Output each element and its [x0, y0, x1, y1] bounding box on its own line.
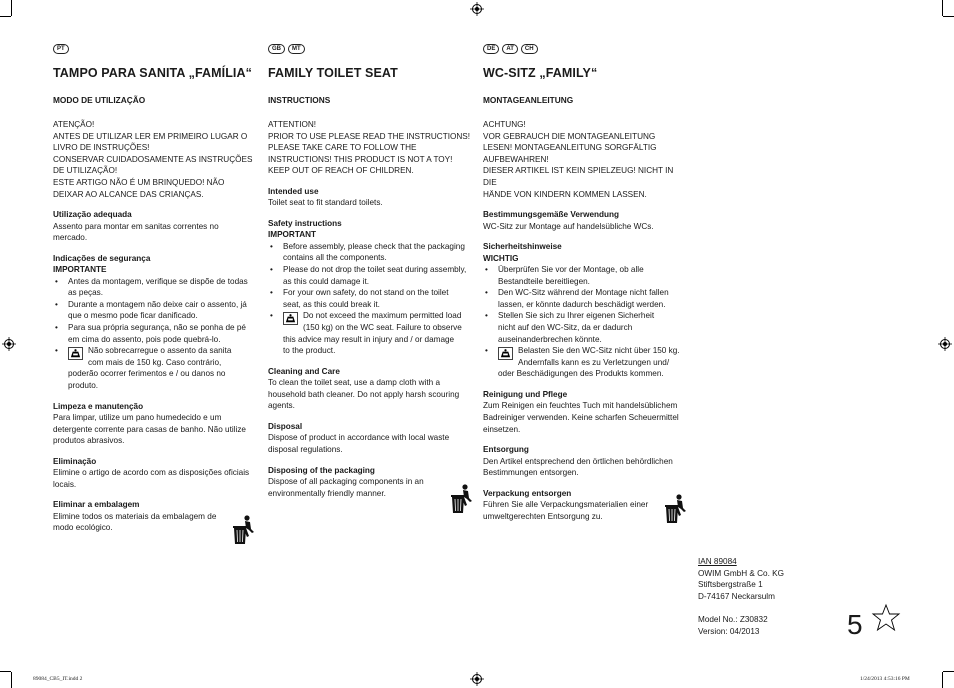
text-line: auseinanderbrechen könnte. [498, 334, 602, 344]
product-title: TAMPO PARA SANITA „FAMÍLIA“ [53, 66, 252, 80]
registration-mark-icon [470, 672, 484, 686]
text-line: nicht auf den WC-Sitz, da er dadurch [498, 322, 633, 332]
text-line: • Belasten Sie den WC-Sitz nicht über 150 kg. [518, 346, 680, 356]
text-line: einsetzen. [483, 424, 521, 434]
crop-mark [0, 671, 11, 672]
safety-subheading: WICHTIG [483, 253, 519, 263]
language-badges [483, 44, 687, 54]
text-line: environmentally friendly manner. [268, 488, 386, 498]
text-line: DIESER ARTIKEL IST KEIN SPIELZEUG! NICHT IN DIE [483, 166, 674, 187]
safety-list [483, 264, 687, 380]
intended-use-text [53, 221, 258, 244]
registration-mark-icon [470, 2, 484, 16]
text-line: DEIXAR AO ALCANCE DAS CRIANÇAS. [53, 189, 204, 199]
language-badge: MT [288, 44, 305, 54]
safety-heading-text: Safety instructions [268, 218, 342, 228]
trash-bin-icon [664, 493, 688, 525]
crop-mark [0, 16, 11, 17]
text-line: • Não sobrecarregue o assento da sanita [88, 346, 232, 356]
text-line: Dispose of product in accordance with local waste [268, 433, 450, 443]
text-line: • Den WC-Sitz während der Montage nicht fallen [498, 288, 669, 298]
crop-mark [942, 0, 943, 16]
text-line: Führen Sie alle Verpackungsmaterialien einer [483, 500, 649, 510]
list-item [53, 322, 258, 345]
safety-heading [483, 241, 687, 264]
text-line: contains all the components. [283, 253, 387, 263]
safety-subheading: IMPORTANTE [53, 265, 107, 275]
text-line: ANTES DE UTILIZAR LER EM PRIMEIRO LUGAR O [53, 131, 248, 141]
text-line: Assento para montar em sanitas correntes no [53, 221, 219, 231]
text-line: (150 kg) on the WC seat. Failure to observe [303, 322, 462, 332]
text-line: HÄNDE VON KINDERN KOMMEN LASSEN. [483, 189, 647, 199]
language-badge: AT [502, 44, 518, 54]
text-line: • Please do not drop the toilet seat during assembly, [283, 264, 467, 274]
text-line: DE UTILIZAÇÃO! [53, 166, 118, 176]
column-english [268, 44, 475, 499]
trash-bin-icon [450, 483, 474, 515]
crop-mark [11, 672, 12, 688]
registration-mark-icon [2, 337, 16, 351]
disposal-heading: Eliminação [53, 456, 97, 466]
text-line: Elimine o artigo de acordo com as disposições oficiais [53, 468, 250, 478]
list-item [268, 264, 475, 287]
safety-heading-text: Indicações de segurança [53, 253, 151, 263]
intended-use-text [483, 221, 687, 233]
footer-timestamp: 1/24/2013 4:53:16 PM [860, 676, 910, 682]
text-line: agents. [268, 401, 295, 411]
city: D-74167 Neckarsulm [698, 591, 775, 601]
text-line: KEEP OUT OF REACH OF CHILDREN. [268, 166, 414, 176]
packaging-heading: Eliminar a embalagem [53, 500, 140, 510]
intended-use-text [268, 197, 475, 209]
text-line: poderão ocorrer ferimentos e / ou danos no [68, 369, 226, 379]
packaging-text [268, 476, 475, 499]
text-line: WC-Sitz zur Montage auf handelsübliche WCs. [483, 221, 654, 231]
safety-heading [268, 218, 475, 241]
text-line: • Überprüfen Sie vor der Montage, ob alle [498, 264, 644, 274]
disposal-heading: Disposal [268, 421, 303, 431]
text-line: lassen, er könnte dadurch beschädigt werden. [498, 299, 666, 309]
street: Stiftsbergstraße 1 [698, 580, 763, 590]
safety-heading-text: Sicherheitshinweise [483, 242, 562, 252]
section-title: INSTRUCTIONS [268, 95, 331, 105]
list-item [53, 299, 258, 322]
packaging-text [53, 511, 258, 534]
warning-text [268, 119, 475, 177]
text-line: LESEN! MONTAGEANLEITUNG SORGFÄLTIG [483, 143, 657, 153]
text-line: AUFBEWAHREN! [483, 154, 549, 164]
page-number: 5 [847, 609, 863, 640]
crop-mark [11, 0, 12, 16]
safety-list [268, 241, 475, 357]
column-portuguese [53, 44, 258, 534]
text-line: Toilet seat to fit standard toilets. [268, 198, 383, 208]
text-line: • Stellen Sie sich zu Ihrer eigenen Sicherheit [498, 311, 655, 321]
text-line: • Para sua própria segurança, não se ponha de pé [68, 322, 246, 332]
weight-warning-icon [498, 347, 513, 360]
crop-mark [943, 16, 954, 17]
text-line: this advice may result in injury and / or damage [283, 334, 455, 344]
language-badge: PT [53, 44, 69, 54]
cleaning-heading: Reinigung und Pflege [483, 389, 568, 399]
text-line: Dispose of all packaging components in an [268, 476, 424, 486]
text-line: • Do not exceed the maximum permitted load [303, 311, 462, 321]
text-line: modo ecológico. [53, 523, 113, 533]
language-badges [53, 44, 258, 54]
text-line: ATENÇÃO! [53, 120, 95, 129]
text-line: PLEASE TAKE CARE TO FOLLOW THE [268, 143, 417, 153]
list-item-load-warning [53, 345, 258, 391]
text-line: • Durante a montagem não deixe cair o assento, já [68, 299, 247, 309]
cleaning-heading: Cleaning and Care [268, 366, 340, 376]
text-line: LIVRO DE INSTRUÇÕES! [53, 143, 150, 153]
text-line: em cima do assento, pois pode quebrá-lo. [68, 334, 221, 344]
text-line: ESTE ARTIGO NÃO É UM BRINQUEDO! NÃO [53, 177, 225, 187]
text-line: as peças. [68, 288, 104, 298]
list-item [483, 287, 687, 310]
text-line: as this could damage it. [283, 276, 370, 286]
list-item-load-warning [483, 345, 687, 380]
disposal-text [483, 456, 687, 479]
text-line: produtos abrasivos. [53, 436, 125, 446]
text-line: VOR GEBRAUCH DIE MONTAGEANLEITUNG [483, 131, 656, 141]
text-line: umweltgerechten Entsorgung zu. [483, 511, 603, 521]
language-badge: DE [483, 44, 499, 54]
product-title: WC-SITZ „FAMILY“ [483, 66, 598, 80]
star-icon [870, 603, 902, 635]
text-line: Zum Reinigen ein feuchtes Tuch mit handelsüblichem [483, 401, 678, 411]
column-german [483, 44, 687, 522]
text-line: Den Artikel entsprechend den örtlichen behördlichen [483, 456, 673, 466]
company-name: OWIM GmbH & Co. KG [698, 568, 784, 578]
text-line: ATTENTION! [268, 120, 317, 129]
list-item [268, 241, 475, 264]
text-line: oder Beschädigungen des Produkts kommen. [498, 369, 664, 379]
text-line: • Antes da montagem, verifique se dispõe de todas [68, 276, 248, 286]
disposal-text [53, 467, 258, 490]
section-title: MODO DE UTILIZAÇÃO [53, 95, 146, 105]
cleaning-text [53, 412, 258, 447]
list-item [53, 276, 258, 299]
text-line: produto. [68, 380, 99, 390]
text-line: Bestandteile bereitliegen. [498, 276, 590, 286]
disposal-text [268, 432, 475, 455]
list-item [268, 287, 475, 310]
language-badge: GB [268, 44, 285, 54]
text-line: detergente corrente para casas de banho. Não utilize [53, 424, 246, 434]
model-number: Model No.: Z30832 [698, 615, 768, 624]
footer-file: 89084_CB5_IT.indd 2 [33, 676, 83, 682]
text-line: Andernfalls kann es zu Verletzungen und/ [518, 357, 670, 367]
text-line: com mais de 150 kg. Caso contrário, [88, 357, 222, 367]
text-line: ACHTUNG! [483, 120, 526, 129]
safety-subheading: IMPORTANT [268, 230, 317, 240]
list-item [483, 310, 687, 345]
section-title: MONTAGEANLEITUNG [483, 95, 574, 105]
text-line: Elimine todos os materiais da embalagem de [53, 511, 217, 521]
text-line: Bestimmungen entsorgen. [483, 468, 579, 478]
list-item-load-warning [268, 310, 475, 356]
text-line: • For your own safety, do not stand on the toilet [283, 288, 449, 298]
cleaning-text [483, 400, 687, 435]
weight-warning-icon [283, 312, 298, 325]
packaging-text [483, 499, 687, 522]
safety-heading [53, 253, 258, 276]
language-badges [268, 44, 475, 54]
text-line: seat, as this could break it. [283, 299, 380, 309]
text-line: disposal regulations. [268, 444, 343, 454]
text-line: household bath cleaner. Do not apply harsh scouring [268, 389, 460, 399]
manufacturer-address [698, 556, 784, 602]
model-info [698, 614, 768, 637]
text-line: que o mesmo pode ficar danificado. [68, 311, 198, 321]
ian-number: IAN 89084 [698, 557, 737, 566]
text-line: PRIOR TO USE PLEASE READ THE INSTRUCTIONS! [268, 131, 471, 141]
language-badge: CH [521, 44, 538, 54]
disposal-heading: Entsorgung [483, 445, 529, 455]
text-line: INSTRUCTIONS! THIS PRODUCT IS NOT A TOY! [268, 154, 453, 164]
text-line: mercado. [53, 233, 88, 243]
intended-use-heading: Intended use [268, 186, 319, 196]
version: Version: 04/2013 [698, 626, 760, 636]
warning-text [53, 119, 258, 200]
text-line: Para limpar, utilize um pano humedecido e um [53, 412, 222, 422]
crop-mark [943, 671, 954, 672]
weight-warning-icon [68, 347, 83, 360]
cleaning-text [268, 377, 475, 412]
intended-use-heading: Utilização adequada [53, 210, 132, 220]
warning-text [483, 119, 687, 200]
trash-bin-icon [232, 514, 256, 546]
product-title: FAMILY TOILET SEAT [268, 66, 398, 80]
cleaning-heading: Limpeza e manutenção [53, 401, 144, 411]
text-line: Badreiniger verwenden. Keine scharfen Scheuermittel [483, 412, 679, 422]
safety-list [53, 276, 258, 392]
intended-use-heading: Bestimmungsgemäße Verwendung [483, 210, 620, 220]
text-line: locais. [53, 479, 77, 489]
packaging-heading: Verpackung entsorgen [483, 488, 572, 498]
text-line: CONSERVAR CUIDADOSAMENTE AS INSTRUÇÕES [53, 154, 253, 164]
text-line: • Before assembly, please check that the packaging [283, 241, 465, 251]
list-item [483, 264, 687, 287]
registration-mark-icon [938, 337, 952, 351]
text-line: to the product. [283, 346, 336, 356]
text-line: To clean the toilet seat, use a damp cloth with a [268, 378, 441, 388]
packaging-heading: Disposing of the packaging [268, 465, 375, 475]
crop-mark [942, 672, 943, 688]
